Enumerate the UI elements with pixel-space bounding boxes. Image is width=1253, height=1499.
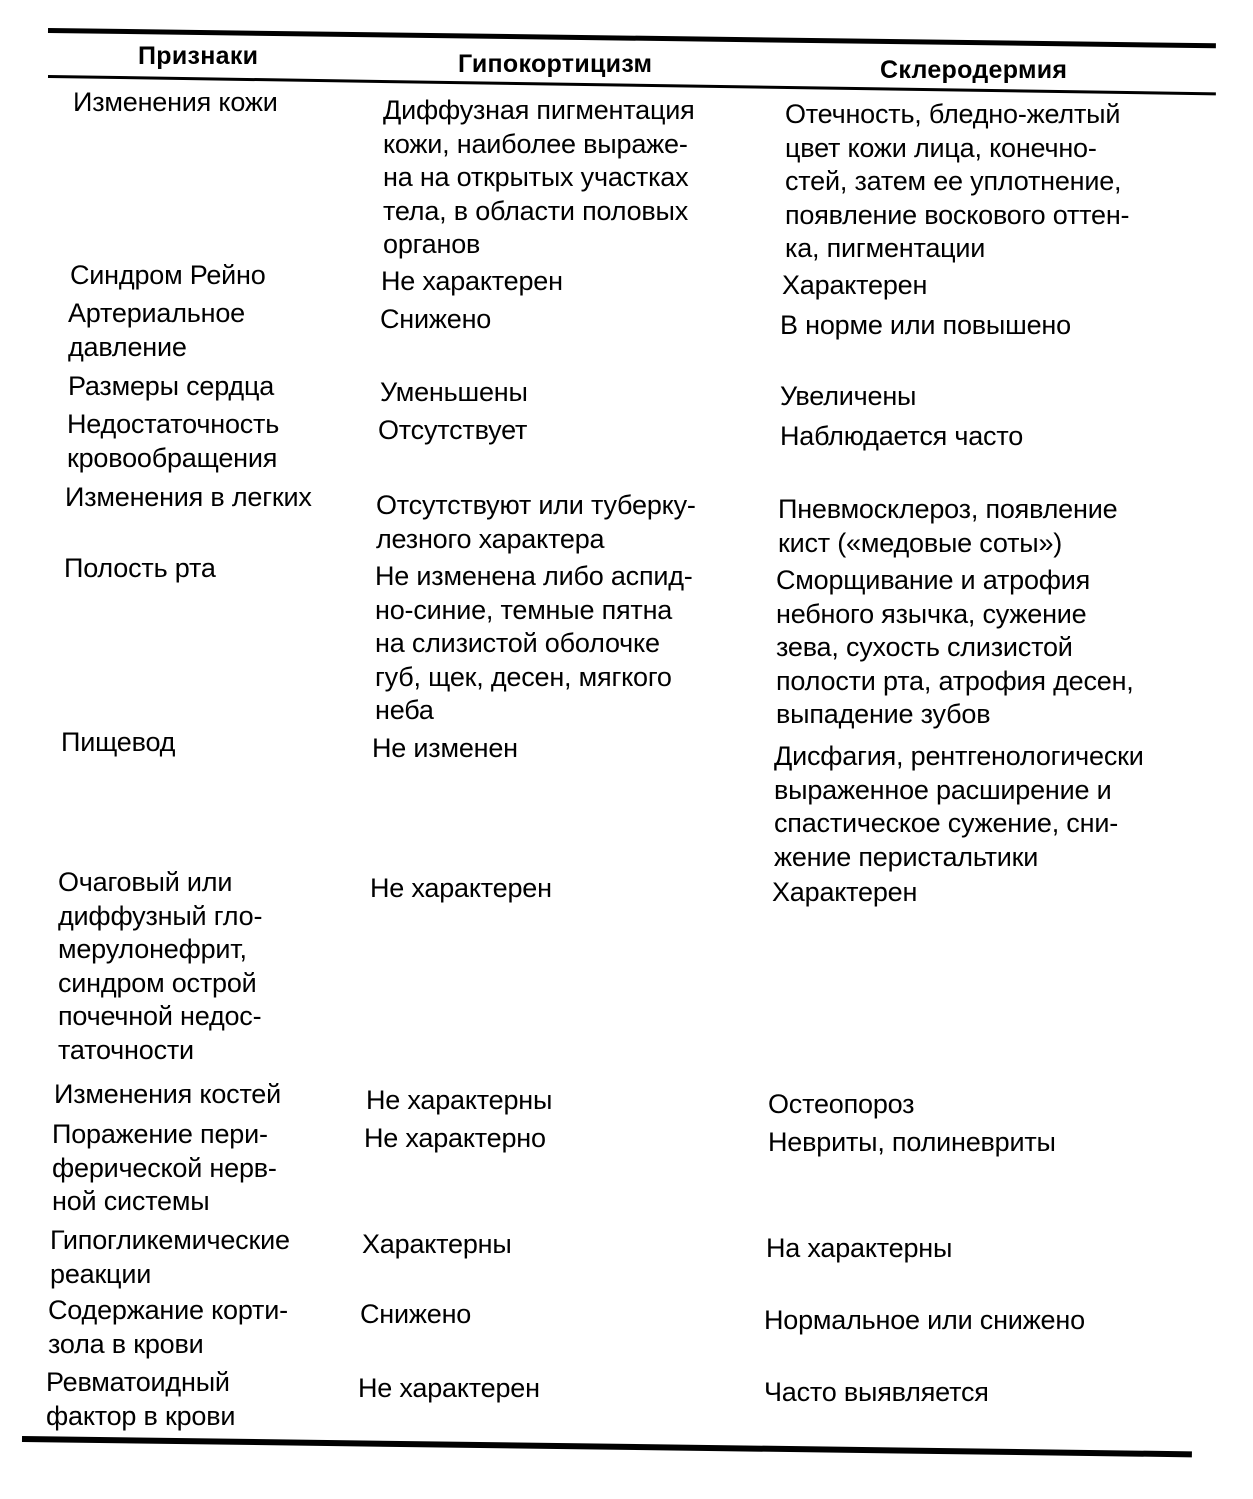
- scleroderma-cell: Дисфагия, рентгенологически выраженное расширение и спастическое сужение, сни- жение перистальтики: [774, 741, 1144, 872]
- feature-cell: Изменения кожи: [73, 87, 278, 117]
- feature-cell: Недостаточность кровообращения: [67, 409, 280, 473]
- feature-cell: Содержание корти- зола в крови: [48, 1295, 288, 1359]
- scleroderma-cell: Характерен: [772, 877, 918, 907]
- scleroderma-cell: Сморщивание и атрофия небного язычка, сужение зева, сухость слизистой полости рта, атрофия десен, выпадение зубов: [776, 565, 1134, 729]
- feature-cell: Поражение пери- ферической нерв- ной системы: [52, 1119, 277, 1216]
- feature-cell: Изменения в легких: [65, 482, 312, 512]
- feature-cell: Гипогликемические реакции: [50, 1225, 290, 1289]
- hypocorticism-cell: Не изменен: [372, 733, 518, 763]
- header-feature: Признаки: [138, 42, 259, 70]
- hypocorticism-cell: Не изменена либо аспид- но-синие, темные пятна на слизистой оболочке губ, щек, десен, мягкого неба: [375, 561, 693, 725]
- table-bottom-rule: [22, 1436, 1192, 1457]
- header-hypocorticism: Гипокортицизм: [458, 50, 653, 78]
- hypocorticism-cell: Не характерен: [358, 1373, 540, 1403]
- feature-cell: Полость рта: [64, 553, 216, 583]
- hypocorticism-cell: Не характерен: [370, 873, 552, 903]
- hypocorticism-cell: Отсутствует: [378, 415, 528, 445]
- hypocorticism-cell: Снижено: [380, 304, 492, 334]
- hypocorticism-cell: Снижено: [360, 1299, 472, 1329]
- scleroderma-cell: Увеличены: [780, 381, 917, 411]
- hypocorticism-cell: Характерны: [362, 1229, 512, 1259]
- feature-cell: Размеры сердца: [68, 371, 275, 401]
- scleroderma-cell: Часто выявляется: [764, 1377, 989, 1407]
- feature-cell: Ревматоидный фактор в крови: [46, 1367, 236, 1431]
- header-scleroderma: Склеродермия: [880, 56, 1068, 84]
- hypocorticism-cell: Не характерно: [364, 1123, 546, 1153]
- scleroderma-cell: Характерен: [782, 270, 928, 300]
- hypocorticism-cell: Уменьшены: [380, 377, 528, 407]
- hypocorticism-cell: Не характерен: [381, 266, 563, 296]
- scleroderma-cell: Невриты, полиневриты: [768, 1127, 1056, 1157]
- scleroderma-cell: На характерны: [766, 1233, 953, 1263]
- feature-cell: Пищевод: [61, 727, 176, 757]
- hypocorticism-cell: Отсутствуют или туберку- лезного характера: [376, 490, 696, 554]
- feature-cell: Очаговый или диффузный гло- мерулонефрит, синдром острой почечной недос- таточности: [58, 867, 263, 1065]
- scleroderma-cell: Остеопороз: [768, 1089, 915, 1119]
- hypocorticism-cell: Диффузная пигментация кожи, наиболее выраже- на на открытых участках тела, в области половых органов: [383, 95, 695, 259]
- scleroderma-cell: Нормальное или снижено: [764, 1305, 1085, 1335]
- hypocorticism-cell: Не характерны: [366, 1085, 553, 1115]
- scleroderma-cell: В норме или повышено: [780, 310, 1071, 340]
- scleroderma-cell: Отечность, бледно-желтый цвет кожи лица, конечно- стей, затем ее уплотнение, появление воскового оттен- ка, пигментации: [785, 99, 1130, 263]
- feature-cell: Артериальное давление: [68, 298, 245, 362]
- feature-cell: Синдром Рейно: [70, 260, 266, 290]
- feature-cell: Изменения костей: [54, 1079, 281, 1109]
- scleroderma-cell: Пневмосклероз, появление кист («медовые соты»): [778, 494, 1118, 558]
- scleroderma-cell: Наблюдается часто: [780, 421, 1024, 451]
